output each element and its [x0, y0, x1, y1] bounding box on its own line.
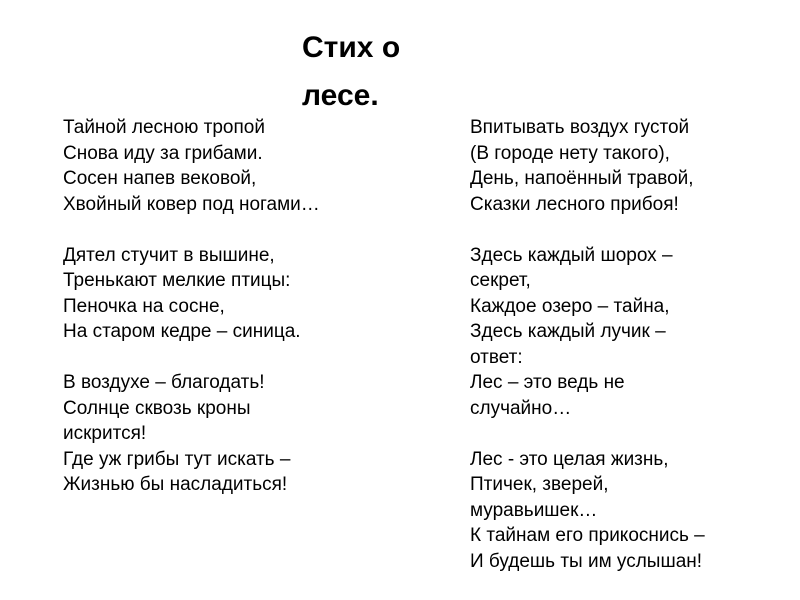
- stanza: [63, 243, 393, 345]
- title-line-1: Стих о: [302, 31, 401, 64]
- stanza: [470, 243, 760, 422]
- poem-line: Лес – это ведь не: [470, 372, 625, 393]
- poem-line: Снова иду за грибами.: [63, 142, 263, 164]
- poem-line: искрится!: [63, 423, 147, 444]
- poem-line: Сказки лесного прибоя!: [470, 193, 679, 215]
- poem-line: Где уж грибы тут искать –: [63, 448, 291, 470]
- stanza: [63, 370, 393, 498]
- poem-line: Солнце сквозь кроны: [63, 397, 251, 419]
- poem-line: случайно…: [470, 397, 572, 419]
- poem-line: муравьишек…: [470, 499, 598, 521]
- poem-line: Тайной лесною тропой: [63, 117, 265, 138]
- poem-line: Дятел стучит в вышине,: [63, 244, 275, 266]
- poem-line: (В городе нету такого),: [470, 142, 670, 164]
- poem-line: Здесь каждый лучик –: [470, 321, 666, 342]
- stanza: [470, 447, 760, 575]
- poem-line: Пеночка на сосне,: [63, 295, 225, 317]
- poem-left-column: [63, 115, 393, 498]
- title-line-2: лесе.: [302, 79, 379, 112]
- poem-line: ответ:: [470, 346, 523, 368]
- poem-line: Лес - это целая жизнь,: [470, 448, 669, 470]
- poem-line: Хвойный ковер под ногами…: [63, 193, 320, 215]
- poem-line: Тренькают мелкие птицы:: [63, 270, 291, 291]
- poem-line: Жизнью бы насладиться!: [63, 474, 288, 495]
- stanza: [63, 115, 393, 217]
- poem-line: К тайнам его прикоснись –: [470, 525, 705, 546]
- stanza: [470, 115, 760, 217]
- poem-line: День, напоённый травой,: [470, 168, 694, 189]
- poem-line: И будешь ты им услышан!: [470, 550, 703, 572]
- poem-right-column: [470, 115, 760, 574]
- poem-line: Впитывать воздух густой: [470, 117, 690, 138]
- poem-line: Сосен напев вековой,: [63, 168, 257, 189]
- poem-line: В воздухе – благодать!: [63, 372, 265, 393]
- page-title: [302, 24, 462, 120]
- poem-line: Птичек, зверей,: [470, 474, 609, 495]
- poem-line: секрет,: [470, 270, 531, 291]
- poem-line: На старом кедре – синица.: [63, 321, 301, 342]
- poem-line: Каждое озеро – тайна,: [470, 295, 670, 317]
- poem-line: Здесь каждый шорох –: [470, 244, 673, 266]
